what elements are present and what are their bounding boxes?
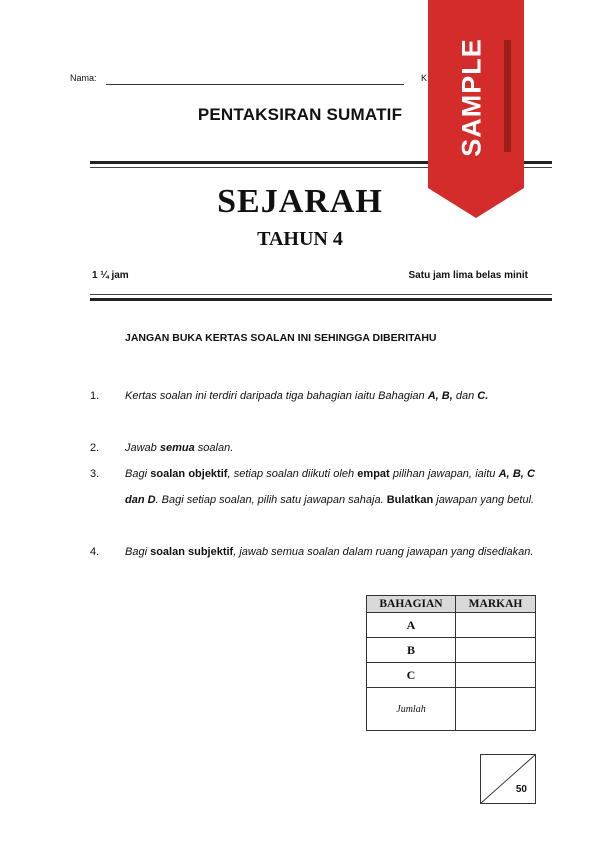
total-score-box[interactable] bbox=[480, 754, 536, 804]
instruction-text: Bagi bbox=[125, 468, 151, 480]
instruction-text: . Bagi setiap soalan, pilih satu jawapan sahaja. bbox=[155, 494, 387, 506]
instruction-number: 1. bbox=[90, 390, 100, 402]
instruction-text: jawapan yang betul. bbox=[433, 494, 535, 506]
instruction-emphasis: A, B, bbox=[427, 390, 453, 402]
marks-cell[interactable] bbox=[456, 638, 536, 663]
instruction-1 bbox=[90, 383, 535, 409]
do-not-open-notice: JANGAN BUKA KERTAS SOALAN INI SEHINGGA DIBERITAHU bbox=[125, 332, 437, 344]
instruction-emphasis: Bulatkan bbox=[386, 494, 434, 506]
instruction-emphasis: soalan subjektif bbox=[150, 546, 234, 558]
header-section: BAHAGIAN bbox=[367, 596, 456, 613]
instruction-emphasis: A, B, C dan D bbox=[125, 468, 535, 506]
instruction-text: dan bbox=[452, 390, 478, 402]
marks-cell[interactable] bbox=[456, 613, 536, 638]
duration-short: 1 ¼ jam bbox=[92, 270, 129, 281]
mid-rule-thick bbox=[90, 298, 552, 301]
sample-watermark bbox=[428, 0, 524, 220]
section-cell: B bbox=[367, 638, 456, 663]
total-marks-cell[interactable] bbox=[456, 688, 536, 731]
score-diagonal bbox=[481, 755, 535, 803]
table-row bbox=[367, 663, 536, 688]
instruction-number: 3. bbox=[90, 468, 100, 480]
instruction-number: 2. bbox=[90, 442, 100, 454]
table-row bbox=[367, 688, 536, 731]
instruction-emphasis: empat bbox=[357, 468, 390, 480]
instruction-emphasis: soalan objektif bbox=[150, 468, 228, 480]
instruction-emphasis: C. bbox=[477, 390, 489, 402]
instruction-text: pilihan jawapan, iaitu bbox=[389, 468, 499, 480]
instruction-text: Bagi bbox=[125, 546, 151, 558]
name-label: Nama: bbox=[70, 73, 97, 83]
total-label-cell: Jumlah bbox=[367, 688, 456, 731]
table-row bbox=[367, 613, 536, 638]
instruction-2 bbox=[90, 435, 535, 461]
year-title: TAHUN 4 bbox=[257, 228, 343, 250]
header-marks: MARKAH bbox=[456, 596, 536, 613]
marks-table bbox=[366, 595, 536, 731]
marks-table-header-row bbox=[367, 596, 536, 613]
mid-rule-thin bbox=[90, 294, 552, 295]
score-total: 50 bbox=[515, 784, 527, 795]
assessment-title: PENTAKSIRAN SUMATIF bbox=[197, 105, 403, 124]
name-blank-line bbox=[106, 84, 404, 85]
instruction-emphasis: semua bbox=[159, 442, 195, 454]
duration-long: Satu jam lima belas minit bbox=[408, 270, 528, 281]
instruction-text: Kertas soalan ini terdiri daripada tiga bahagian iaitu Bahagian bbox=[125, 390, 428, 402]
section-cell: A bbox=[367, 613, 456, 638]
instruction-3 bbox=[90, 461, 535, 513]
table-row bbox=[367, 638, 536, 663]
instruction-text: , jawab semua soalan dalam ruang jawapan yang disediakan. bbox=[233, 546, 534, 558]
instruction-4 bbox=[90, 539, 535, 565]
instruction-text: soalan. bbox=[194, 442, 234, 454]
class-label: K bbox=[421, 73, 428, 83]
instruction-text: , setiap soalan diikuti oleh bbox=[227, 468, 358, 480]
instruction-text: Jawab bbox=[125, 442, 160, 454]
watermark-text: SAMPLE bbox=[456, 38, 487, 157]
subject-title: SEJARAH bbox=[217, 183, 383, 220]
section-cell: C bbox=[367, 663, 456, 688]
instruction-number: 4. bbox=[90, 546, 100, 558]
marks-cell[interactable] bbox=[456, 663, 536, 688]
